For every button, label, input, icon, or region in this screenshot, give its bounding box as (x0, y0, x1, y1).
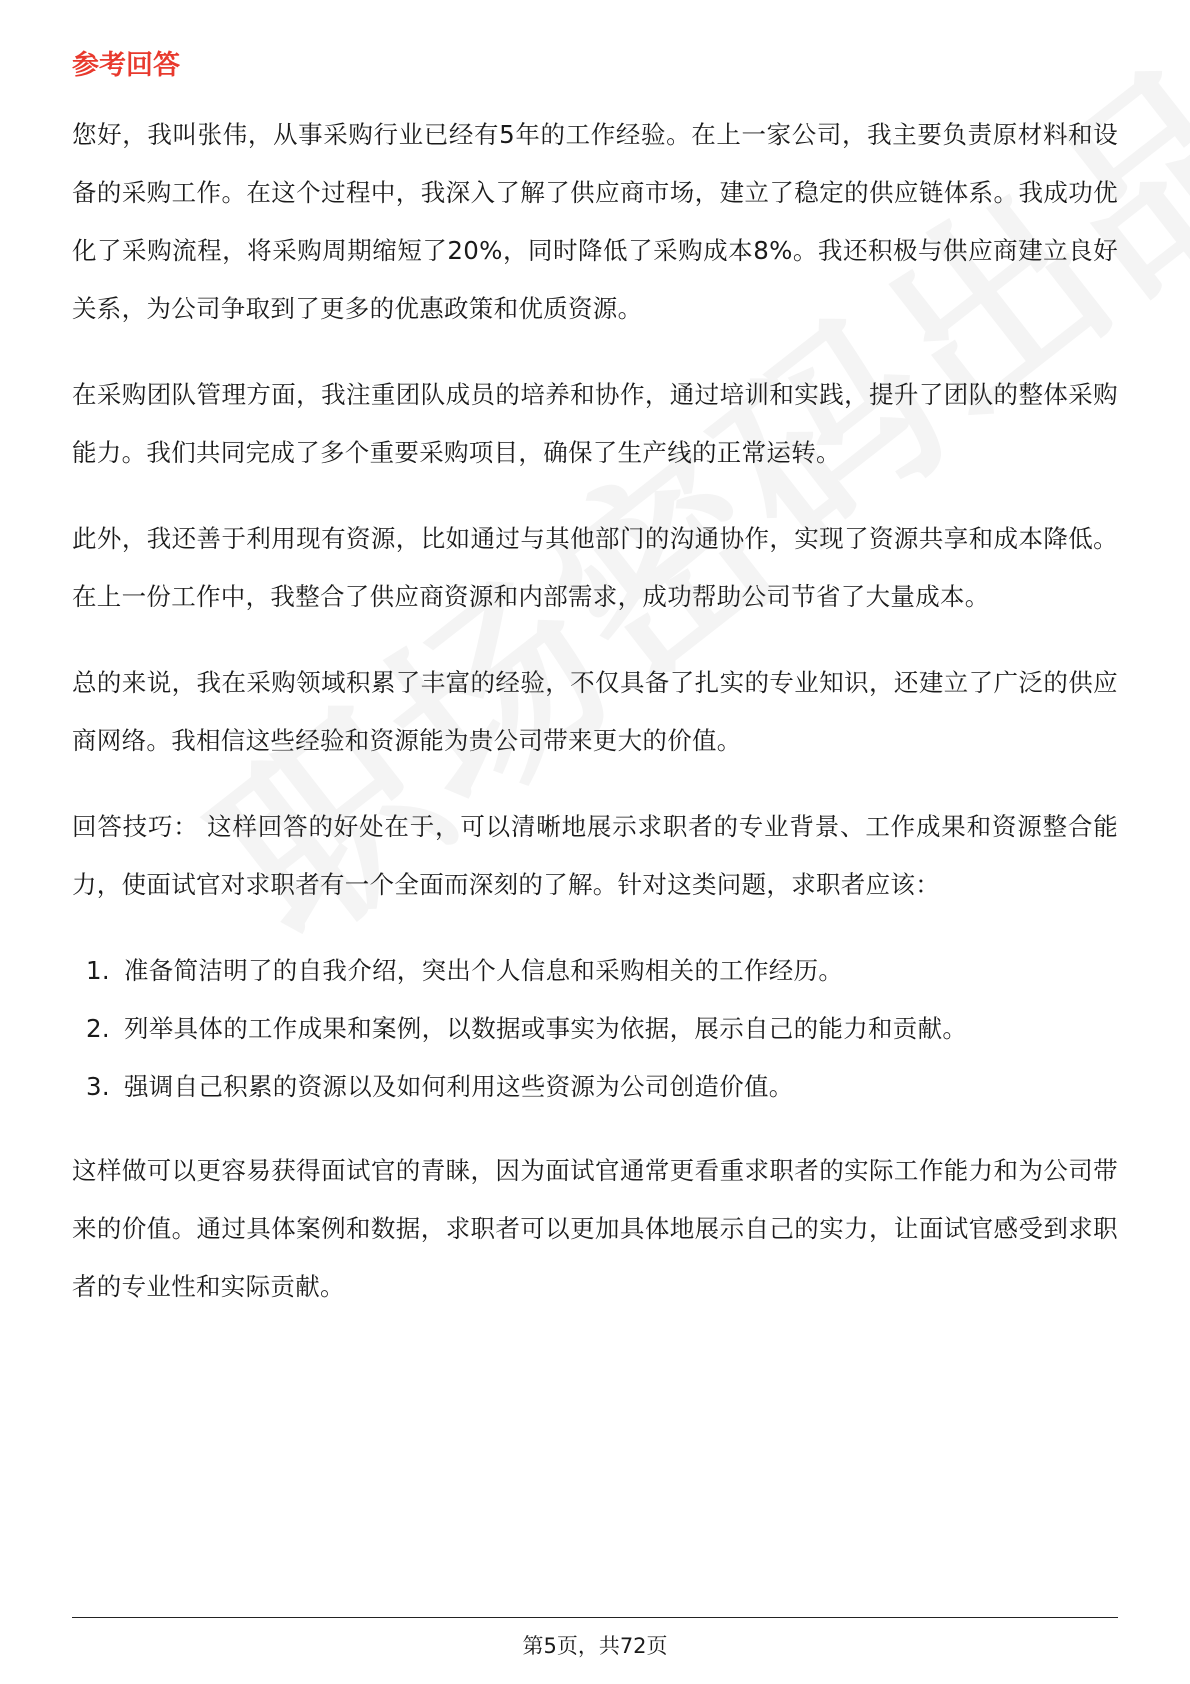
closing-paragraph: 这样做可以更容易获得面试官的青睐，因为面试官通常更看重求职者的实际工作能力和为公司带来的价值。通过具体案例和数据，求职者可以更加具体地展示自己的实力，让面试官感受到求职者的专业性和实际贡献。 (72, 1156, 1118, 1301)
list-item-number: 1. (86, 956, 110, 985)
answer-paragraph-1: 您好，我叫张伟，从事采购行业已经有5年的工作经验。在上一家公司，我主要负责原材料和设备的采购工作。在这个过程中，我深入了解了供应商市场，建立了稳定的供应链体系。我成功优化了采购流程，将采购周期缩短了20%，同时降低了采购成本8%。我还积极与供应商建立良好关系，为公司争取到了更多的优惠政策和优质资源。 (72, 120, 1118, 323)
footer-divider (72, 1617, 1118, 1618)
list-item (72, 1058, 1118, 1116)
answer-paragraph-3: 此外，我还善于利用现有资源，比如通过与其他部门的沟通协作，实现了资源共享和成本降低。在上一份工作中，我整合了供应商资源和内部需求，成功帮助公司节省了大量成本。 (72, 524, 1118, 611)
list-item-text: 强调自己积累的资源以及如何利用这些资源为公司创造价值。 (124, 1072, 794, 1101)
page-number: 第5页，共72页 (522, 1634, 668, 1658)
list-item (72, 1000, 1118, 1058)
list-item-text: 准备简洁明了的自我介绍，突出个人信息和采购相关的工作经历。 (124, 956, 844, 985)
list-item-number: 2. (86, 1014, 110, 1043)
page-content (72, 46, 1118, 1344)
tips-label: 回答技巧： (72, 812, 199, 841)
answer-paragraph-2: 在采购团队管理方面，我注重团队成员的培养和协作，通过培训和实践，提升了团队的整体采购能力。我们共同完成了多个重要采购项目，确保了生产线的正常运转。 (72, 380, 1118, 467)
list-item (72, 942, 1118, 1000)
answer-paragraph-4: 总的来说，我在采购领域积累了丰富的经验，不仅具备了扎实的专业知识，还建立了广泛的供应商网络。我相信这些经验和资源能为贵公司带来更大的价值。 (72, 668, 1118, 755)
list-item-text: 列举具体的工作成果和案例，以数据或事实为依据，展示自己的能力和贡献。 (124, 1014, 968, 1043)
tips-text: 这样回答的好处在于，可以清晰地展示求职者的专业背景、工作成果和资源整合能力，使面试官对求职者有一个全面而深刻的了解。针对这类问题，求职者应该： (72, 812, 1118, 899)
tips-paragraph (72, 798, 1118, 914)
list-item-number: 3. (86, 1072, 110, 1101)
section-heading: 参考回答 (72, 50, 180, 81)
tips-list (72, 942, 1118, 1116)
